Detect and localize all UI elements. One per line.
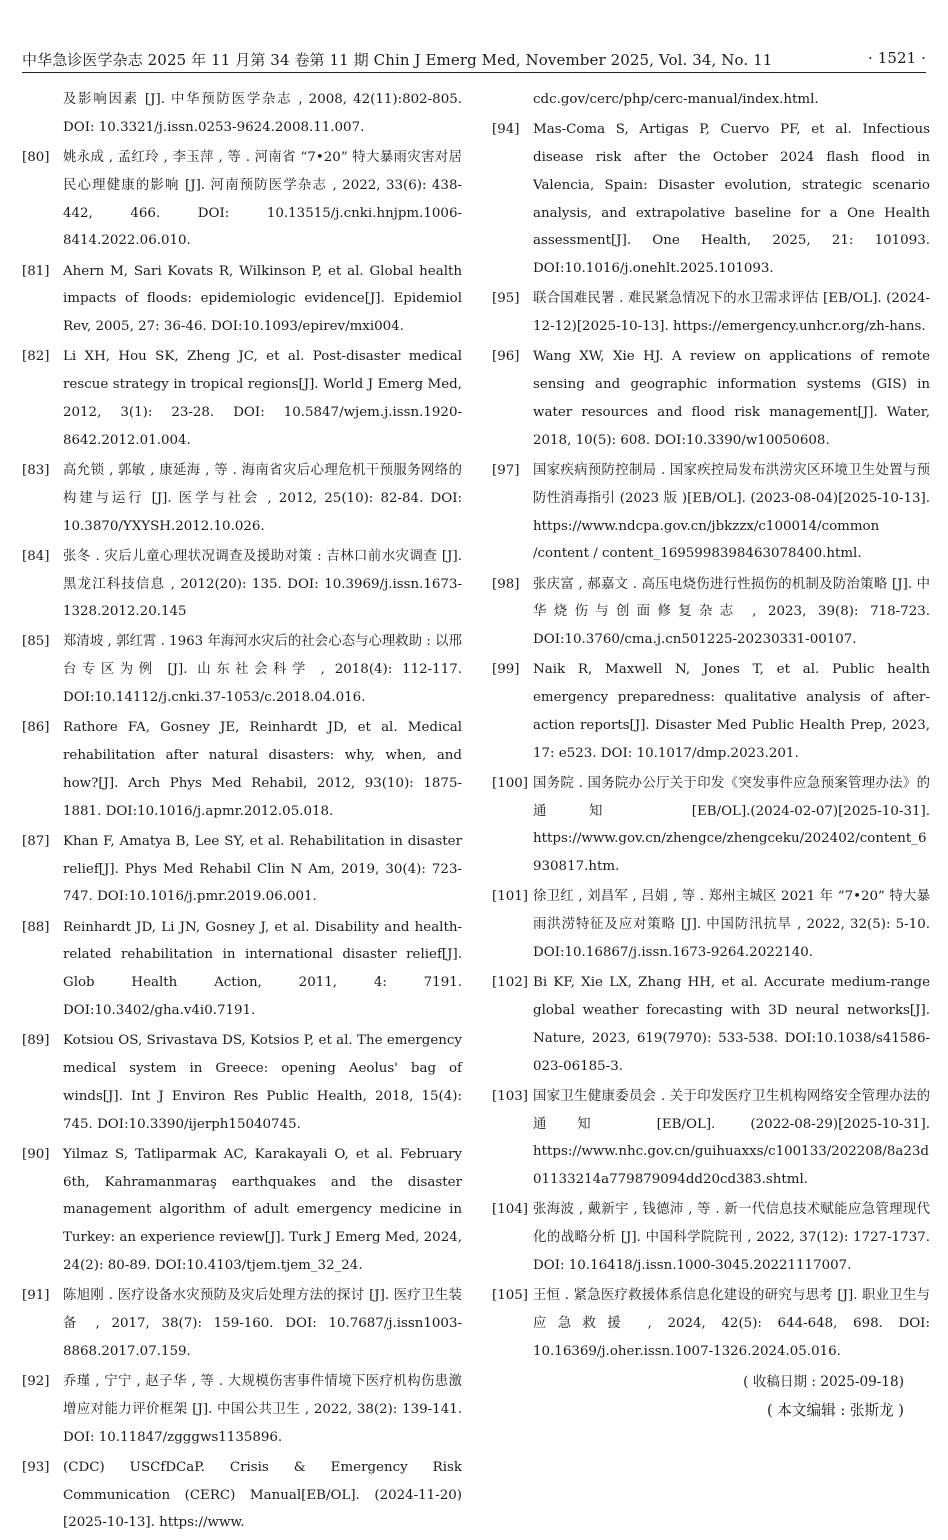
reference-number: [80] bbox=[22, 149, 50, 165]
reference-entry bbox=[492, 457, 930, 568]
reference-entry bbox=[22, 1027, 462, 1138]
reference-entry bbox=[22, 1141, 462, 1280]
reference-number: [84] bbox=[22, 548, 50, 564]
reference-number: [102] bbox=[492, 975, 529, 991]
reference-entry bbox=[22, 1454, 462, 1537]
reference-entry bbox=[22, 1368, 462, 1451]
reference-number: [86] bbox=[22, 720, 50, 736]
reference-entry bbox=[22, 628, 462, 711]
reference-entry bbox=[492, 1282, 930, 1365]
reference-number: [85] bbox=[22, 634, 50, 650]
reference-entry bbox=[22, 144, 462, 255]
reference-text: Wang XW, Xie HJ. A review on applications of remote sensing and geographic information systems (GIS) in water resources and flood risk management[J]. Water, 2018, 10(5): 608. DOI:10.3390/w10050608. bbox=[533, 349, 930, 448]
reference-entry bbox=[22, 714, 462, 825]
reference-entry bbox=[492, 343, 930, 454]
reference-number: [105] bbox=[492, 1288, 529, 1304]
reference-number: [97] bbox=[492, 462, 520, 478]
reference-entry bbox=[492, 571, 930, 654]
reference-text: Kotsiou OS, Srivastava DS, Kotsios P, et al. The emergency medical system in Greece: opening Aeolus' bag of winds[J]. Int J Environ Res Public Health, 2018, 15(4): 745. DOI:10.3390/ijerph15040745. bbox=[63, 1033, 462, 1132]
reference-number: [88] bbox=[22, 919, 50, 935]
reference-text: 乔瑾 , 宁宁 , 赵子华 , 等 . 大规模伤害事件情境下医疗机构伤患激增应对能力评价框架 [J]. 中国公共卫生 , 2022, 38(2): 139-141. DOI: 10.11847/zgggws1135896. bbox=[63, 1373, 462, 1445]
reference-entry bbox=[22, 258, 462, 341]
reference-number: [87] bbox=[22, 833, 50, 849]
reference-text: Bi KF, Xie LX, Zhang HH, et al. Accurate medium-range global weather forecasting with 3D neural networks[J]. Nature, 2023, 619(7970): 533-538. DOI:10.1038/s41586-023-06185-3. bbox=[533, 975, 930, 1074]
reference-text: 张海波 , 戴新宇 , 钱德沛 , 等 . 新一代信息技术赋能应急管理现代化的战略分析 [J]. 中国科学院院刊 , 2022, 37(12): 1727-1737. DOI: 10.16418/j.issn.1000-3045.20221117007. bbox=[533, 1202, 930, 1273]
reference-entry bbox=[492, 656, 930, 767]
reference-text: 徐卫红 , 刘昌军 , 吕娟 , 等 . 郑州主城区 2021 年 “7•20” 特大暴雨洪涝特征及应对策略 [J]. 中国防汛抗旱 , 2022, 32(5): 5-10. DOI:10.16867/j.issn.1673-9264.2022140. bbox=[533, 889, 930, 961]
reference-entry bbox=[492, 1196, 930, 1279]
reference-number: [82] bbox=[22, 349, 50, 365]
reference-number: [104] bbox=[492, 1202, 529, 1218]
running-header bbox=[22, 46, 926, 73]
reference-number: [101] bbox=[492, 889, 529, 905]
reference-number: [94] bbox=[492, 122, 520, 138]
reference-text: 及影响因素 [J]. 中华预防医学杂志 , 2008, 42(11):802-805. DOI: 10.3321/j.issn.0253-9624.2008.11.007. bbox=[63, 92, 462, 135]
reference-entry bbox=[492, 883, 930, 966]
journal-citation-line: 中华急诊医学杂志 2025 年 11 月第 34 卷第 11 期 Chin J Emerg Med, November 2025, Vol. 34, No. 11 bbox=[22, 51, 773, 69]
reference-text: Yilmaz S, Tatliparmak AC, Karakayali O, et al. February 6th, Kahramanmaraş earthquakes and the disaster management algorithm of adult emergency medicine in Turkey: an experience review[J]. Turk J Emerg Med, 2024, 24(2): 80-89. DOI:10.4103/tjem.tjem_32_24. bbox=[63, 1146, 462, 1273]
reference-number: [83] bbox=[22, 462, 50, 478]
reference-text: 国务院 . 国务院办公厅关于印发《突发事件应急预案管理办法》的通知 [EB/OL].(2024-02-07)[2025-10-31]. https://www.gov.cn/zhengce/zhengceku/202402/content_6930817.htm. bbox=[533, 775, 930, 875]
reference-entry bbox=[492, 285, 930, 341]
reference-number: [81] bbox=[22, 263, 50, 279]
received-date: ( 收稿日期 : 2025-09-18) bbox=[743, 1373, 904, 1390]
reference-number: [98] bbox=[492, 576, 520, 592]
reference-text: Ahern M, Sari Kovats R, Wilkinson P, et al. Global health impacts of floods: epidemiologic evidence[J]. Epidemiol Rev, 2005, 27: 36-46. DOI:10.1093/epirev/mxi004. bbox=[63, 263, 462, 335]
reference-entry bbox=[22, 457, 462, 540]
reference-entry bbox=[22, 343, 462, 454]
reference-text: 姚永成 , 孟红玲 , 李玉萍 , 等 . 河南省 “7•20” 特大暴雨灾害对居民心理健康的影响 [J]. 河南预防医学杂志 , 2022, 33(6): 438-442, 466. DOI: 10.13515/j.cnki.hnjpm.1006-8414.2022.06.010. bbox=[63, 149, 462, 249]
reference-column-left bbox=[22, 86, 462, 1540]
reference-list-right bbox=[492, 86, 930, 1366]
reference-entry bbox=[492, 86, 930, 114]
editor-credit: ( 本文编辑 : 张斯龙 ) bbox=[766, 1401, 904, 1419]
reference-text: Khan F, Amatya B, Lee SY, et al. Rehabilitation in disaster relief[J]. Phys Med Rehabil Clin N Am, 2019, 30(4): 723-747. DOI:10.1016/j.pmr.2019.06.001. bbox=[63, 833, 462, 905]
reference-text: 高允锁 , 郭敏 , 康延海 , 等 . 海南省灾后心理危机干预服务网络的构建与运行 [J]. 医学与社会 , 2012, 25(10): 82-84. DOI: 10.3870/YXYSH.2012.10.026. bbox=[63, 462, 462, 534]
reference-number: [95] bbox=[492, 291, 520, 307]
reference-text: Reinhardt JD, Li JN, Gosney J, et al. Disability and health-related rehabilitation in international disaster relief[J]. Glob Health Action, 2011, 4: 7191. DOI:10.3402/gha.v4i0.7191. bbox=[63, 919, 462, 1019]
reference-entry bbox=[22, 86, 462, 142]
reference-number: [90] bbox=[22, 1146, 50, 1162]
reference-text: Rathore FA, Gosney JE, Reinhardt JD, et al. Medical rehabilitation after natural disasters: why, when, and how?[J]. Arch Phys Med Rehabil, 2012, 93(10): 1875-1881. DOI:10.1016/j.apmr.2012.05.018. bbox=[63, 720, 462, 819]
reference-text: 联合国难民署 . 难民紧急情况下的水卫需求评估 [EB/OL]. (2024-12-12)[2025-10-13]. https://emergency.unhcr.org/zh-hans. bbox=[533, 291, 930, 335]
reference-text: 王恒 . 紧急医疗救援体系信息化建设的研究与思考 [J]. 职业卫生与应急救援 , 2024, 42(5): 644-648, 698. DOI: 10.16369/j.oher.issn.1007-1326.2024.05.016. bbox=[533, 1288, 930, 1359]
reference-text: 郑清坡 , 郭红霄 . 1963 年海河水灾后的社会心态与心理救助 : 以邢台专区为例 [J]. 山东社会科学 , 2018(4): 112-117. DOI:10.14112/j.cnki.37-1053/c.2018.04.016. bbox=[63, 634, 462, 706]
reference-number: [103] bbox=[492, 1088, 529, 1104]
reference-text: 国家疾病预防控制局 . 国家疾控局发布洪涝灾区环境卫生处置与预防性消毒指引 (2023 版 )[EB/OL]. (2023-08-04)[2025-10-13]. https://www.ndcpa.gov.cn/jbkzzx/c100014/common /content / content_1695998398463078400.html. bbox=[533, 462, 930, 562]
reference-text: 国家卫生健康委员会 . 关于印发医疗卫生机构网络安全管理办法的通知 [EB/OL]. (2022-08-29)[2025-10-31]. https://www.nhc.gov.cn/guihuaxxs/c100133/202208/8a23d01133214a779879094dd20cd383.shtml. bbox=[533, 1088, 930, 1188]
reference-text: Li XH, Hou SK, Zheng JC, et al. Post-disaster medical rescue strategy in tropical regions[J]. World J Emerg Med, 2012, 3(1): 23-28. DOI: 10.5847/wjem.j.issn.1920-8642.2012.01.004. bbox=[63, 349, 462, 448]
reference-column-right bbox=[492, 86, 930, 1426]
reference-entry bbox=[22, 828, 462, 911]
page-number: · 1521 · bbox=[867, 49, 926, 67]
reference-text: 陈旭刚 . 医疗设备水灾预防及灾后处理方法的探讨 [J]. 医疗卫生装备 , 2017, 38(7): 159-160. DOI: 10.7687/j.issn1003-8868.2017.07.159. bbox=[63, 1288, 462, 1359]
reference-entry bbox=[22, 1282, 462, 1365]
reference-number: [100] bbox=[492, 775, 529, 791]
reference-text: (CDC) USCfDCaP. Crisis & Emergency Risk Communication (CERC) Manual[EB/OL]. (2024-11-20)[2025-10-13]. https://www. bbox=[63, 1459, 462, 1531]
reference-entry bbox=[492, 969, 930, 1080]
reference-text: Naik R, Maxwell N, Jones T, et al. Public health emergency preparedness: qualitative analysis of after-action reports[J]. Disaster Med Public Health Prep, 2023, 17: e523. DOI: 10.1017/dmp.2023.201. bbox=[533, 662, 930, 761]
reference-text: cdc.gov/cerc/php/cerc-manual/index.html. bbox=[533, 92, 819, 107]
reference-text: Mas-Coma S, Artigas P, Cuervo PF, et al. Infectious disease risk after the October 2024 flash flood in Valencia, Spain: Disaster evolution, strategic scenario analysis, and extrapolative baseline for a One Health assessment[J]. One Health, 2025, 21: 101093. DOI:10.1016/j.onehlt.2025.101093. bbox=[533, 122, 930, 277]
reference-number: [89] bbox=[22, 1033, 50, 1049]
reference-entry bbox=[22, 543, 462, 626]
reference-text: 张冬 . 灾后儿童心理状况调查及援助对策 : 吉林口前水灾调查 [J]. 黑龙江科技信息 , 2012(20): 135. DOI: 10.3969/j.issn.1673-1328.2012.20.145 bbox=[63, 548, 462, 620]
reference-entry bbox=[492, 1083, 930, 1194]
reference-number: [91] bbox=[22, 1288, 50, 1304]
reference-number: [92] bbox=[22, 1373, 50, 1389]
reference-text: 张庆富 , 郝嘉文 . 高压电烧伤进行性损伤的机制及防治策略 [J]. 中华烧伤与创面修复杂志 , 2023, 39(8): 718-723. DOI:10.3760/cma.j.cn501225-20230331-00107. bbox=[533, 576, 930, 648]
reference-entry bbox=[492, 116, 930, 283]
reference-number: [93] bbox=[22, 1459, 50, 1475]
reference-number: [99] bbox=[492, 662, 520, 678]
reference-entry bbox=[22, 914, 462, 1025]
reference-number: [96] bbox=[492, 349, 520, 365]
reference-entry bbox=[492, 770, 930, 881]
